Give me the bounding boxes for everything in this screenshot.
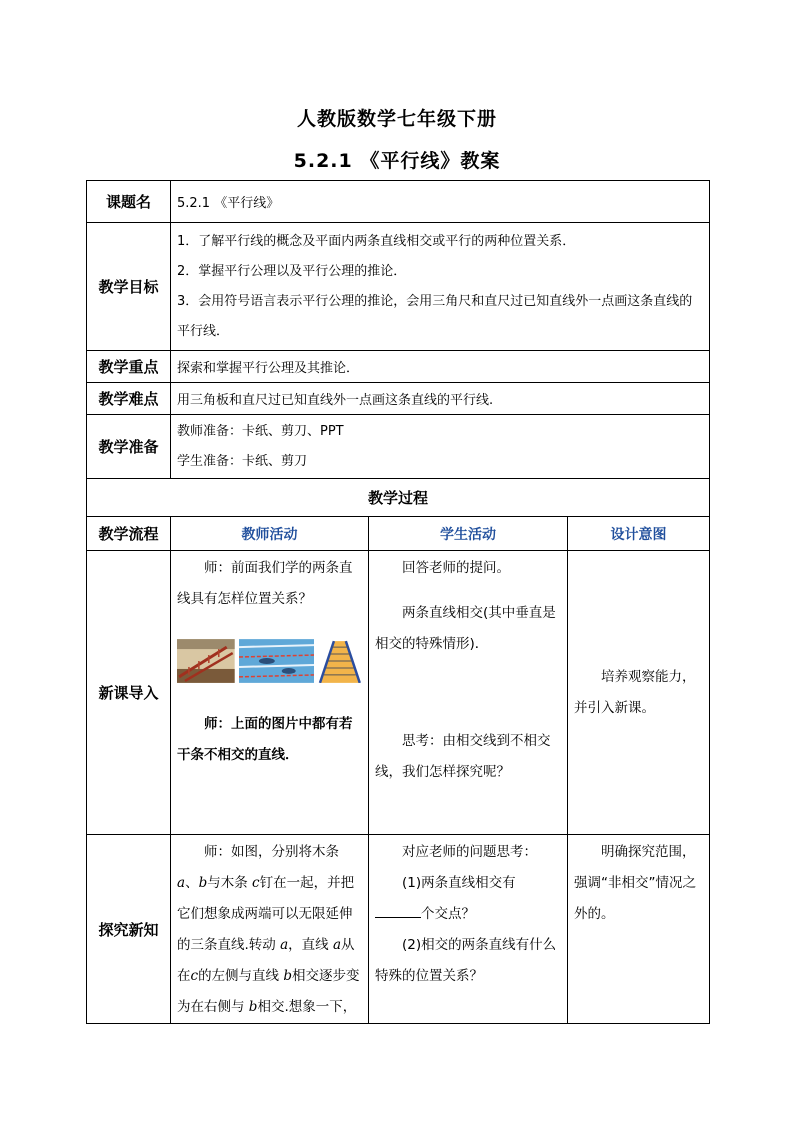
student-intro: 对应老师的问题思考： [402, 844, 537, 860]
goal-item: 2．掌握平行公理以及平行公理的推论． [177, 263, 407, 279]
goals-label: 教学目标 [87, 223, 171, 351]
row-stage-intro [87, 551, 710, 835]
stage-name: 新课导入 [87, 551, 171, 835]
teacher-explore-text: 师：如图，分别将木条 a、b与木条 c钉在一起，并把它们想象成两端可以无限延伸的三条直线.转动 a，直线 a从在c的左侧与直线 b相交逐步变为在右侧与 b相交.想象一下， [177, 844, 360, 1015]
row-goals [87, 223, 710, 351]
row-topic [87, 181, 710, 223]
stage-teacher-activity [171, 551, 369, 835]
row-prep [87, 415, 710, 479]
stage-teacher-activity [171, 835, 369, 1024]
difficulty-value: 用三角板和直尺过已知直线外一点画这条直线的平行线. [171, 383, 710, 415]
document-title: 人教版数学七年级下册 [296, 108, 497, 130]
process-header: 教学过程 [87, 479, 710, 517]
topic-value: 5.2.1 《平行线》 [171, 181, 710, 223]
teacher-note: 师：上面的图片中都有若干条不相交的直线． [177, 716, 353, 763]
row-key [87, 351, 710, 383]
lesson-plan-table [86, 180, 710, 1024]
staircase-photo [177, 639, 235, 683]
stage-intent [568, 551, 710, 835]
stage-intent [568, 835, 710, 1024]
goals-value [171, 223, 710, 351]
col-header-teacher: 教师活动 [171, 517, 369, 551]
stage-name: 探究新知 [87, 835, 171, 1024]
row-difficulty [87, 383, 710, 415]
topic-label: 课题名 [87, 181, 171, 223]
student-question-2: (2)相交的两条直线有什么特殊的位置关系？ [375, 937, 557, 984]
row-process-header [87, 479, 710, 517]
key-label: 教学重点 [87, 351, 171, 383]
col-header-intent: 设计意图 [568, 517, 710, 551]
document-subtitle: 5.2.1 《平行线》教案 [293, 150, 501, 172]
student-question-1: (1)两条直线相交有 个交点？ [375, 868, 561, 930]
difficulty-label: 教学难点 [87, 383, 171, 415]
key-value: 探索和掌握平行公理及其推论． [171, 351, 710, 383]
student-line: 思考：由相交线到不相交线，我们怎样探究呢？ [375, 733, 551, 780]
teacher-prep: 教师准备：卡纸、剪刀、PPT [177, 423, 344, 439]
col-header-flow: 教学流程 [87, 517, 171, 551]
stage-student-activity [369, 835, 568, 1024]
intent-text: 明确探究范围，强调“非相交”情况之外的。 [574, 844, 696, 922]
answer-blank[interactable] [375, 903, 421, 918]
student-line: 两条直线相交(其中垂直是相交的特殊情形)． [375, 605, 556, 652]
col-header-student: 学生活动 [369, 517, 568, 551]
prep-value [171, 415, 710, 479]
row-column-headers [87, 517, 710, 551]
teacher-question: 师：前面我们学的两条直线具有怎样位置关系？ [177, 560, 353, 607]
student-prep: 学生准备：卡纸、剪刀 [177, 453, 308, 469]
swimming-pool-photo [239, 639, 315, 683]
ladder-photo [318, 639, 362, 683]
goal-item: 1．了解平行线的概念及平面内两条直线相交或平行的两种位置关系． [177, 233, 576, 249]
row-stage-explore [87, 835, 710, 1024]
stage-student-activity [369, 551, 568, 835]
intent-text: 培养观察能力，并引入新课。 [574, 668, 696, 716]
goal-item: 3．会用符号语言表示平行公理的推论，会用三角尺和直尺过已知直线外一点画这条直线的平行线． [177, 293, 693, 339]
example-images [177, 639, 362, 683]
student-line: 回答老师的提问。 [402, 560, 510, 576]
prep-label: 教学准备 [87, 415, 171, 479]
